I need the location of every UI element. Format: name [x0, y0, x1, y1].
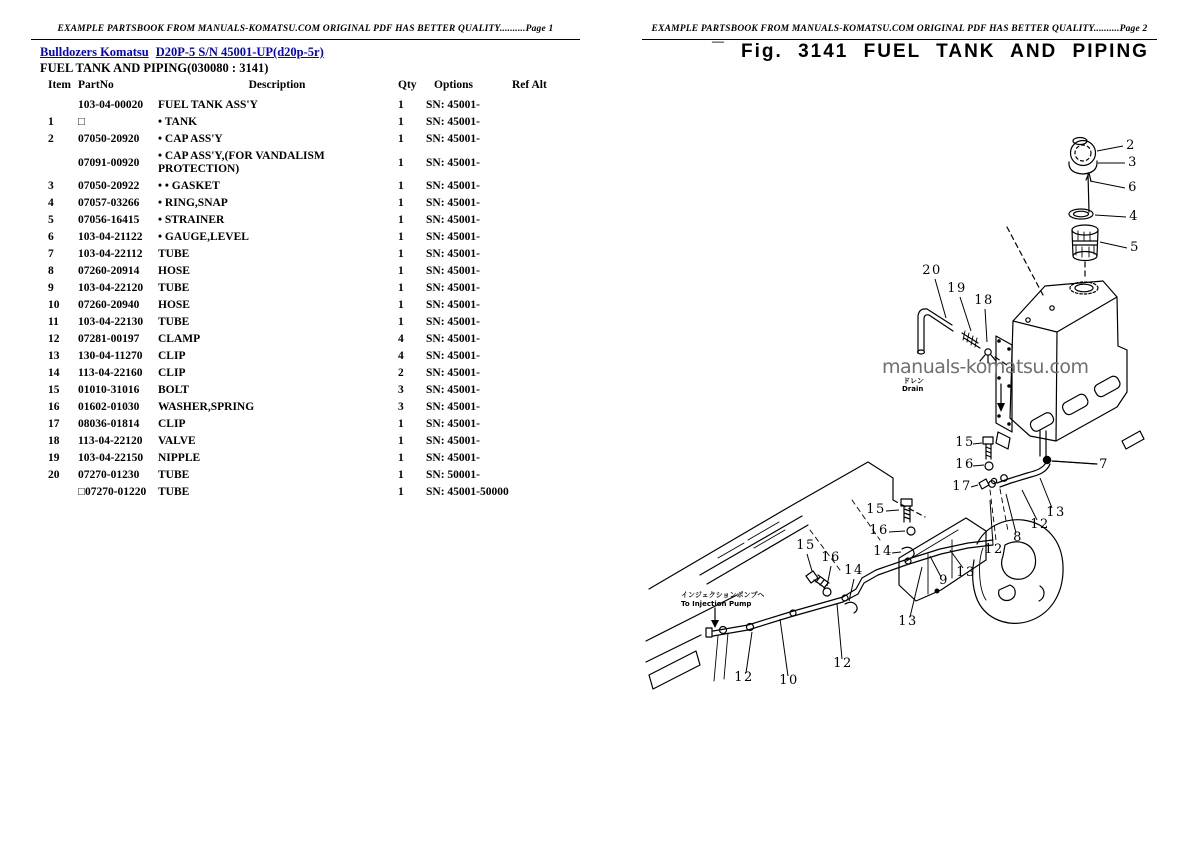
cell-options: SN: 45001- [426, 99, 480, 111]
cell-part: 01010-31016 [78, 384, 140, 396]
table-row [40, 365, 562, 382]
cell-item: 15 [48, 384, 60, 396]
leader-line [1097, 146, 1123, 151]
callout-16: 16 [869, 523, 889, 538]
leader-line [1022, 490, 1037, 520]
figure-title: Fig. 3141 FUEL TANK AND PIPING [741, 41, 1149, 62]
cell-options: SN: 45001- [426, 401, 480, 413]
drain-label-en: Drain [902, 385, 924, 393]
col-header-options: Options [434, 79, 473, 91]
cell-part: 07056-16415 [78, 214, 140, 226]
cell-item: 12 [48, 333, 60, 345]
cell-options: SN: 45001- [426, 384, 480, 396]
fuel-line-drawing [706, 384, 1097, 637]
cell-options: SN: 45001-50000 [426, 486, 509, 498]
cell-item [40, 104, 74, 108]
section-title: FUEL TANK AND PIPING(030080 : 3141) [40, 61, 269, 75]
cell-options: SN: 45001- [426, 116, 480, 128]
callout-15: 15 [866, 502, 886, 517]
cell-item: 19 [48, 452, 60, 464]
drain-label-jp: ドレン [903, 377, 924, 385]
cell-ref [504, 491, 562, 495]
leader-line [935, 279, 946, 318]
leader-line [1040, 478, 1052, 508]
cell-options: SN: 45001- [426, 265, 480, 277]
cell-qty: 1 [398, 486, 404, 498]
cell-qty: 1 [398, 99, 404, 111]
cell-part: 07281-00197 [78, 333, 140, 345]
cell-item: 20 [48, 469, 60, 481]
cell-desc: VALVE [158, 435, 196, 447]
leader-line [892, 552, 901, 553]
cell-ref [504, 440, 562, 444]
cell-ref [504, 304, 562, 308]
cell-options: SN: 45001- [426, 316, 480, 328]
table-row [40, 280, 562, 297]
leader-line [985, 309, 987, 342]
leader-line [1052, 461, 1096, 464]
cell-item: 1 [48, 116, 54, 128]
cell-ref [504, 104, 562, 108]
cell-part: 08036-01814 [78, 418, 140, 430]
cell-desc: BOLT [158, 384, 189, 396]
table-row [40, 450, 562, 467]
cell-part: □ [78, 116, 85, 128]
callout-2: 2 [1126, 138, 1136, 153]
page2-header-text: EXAMPLE PARTSBOOK FROM MANUALS-KOMATSU.COM ORIGINAL PDF HAS BETTER QUALITY..........Page 2 [651, 24, 1148, 34]
cell-qty: 1 [398, 282, 404, 294]
table-row [40, 178, 562, 195]
col-header-qty: Qty [398, 79, 417, 91]
cell-desc: • RING,SNAP [158, 197, 228, 209]
callout-layer [681, 138, 1140, 688]
page1-header-text: EXAMPLE PARTSBOOK FROM MANUALS-KOMATSU.COM ORIGINAL PDF HAS BETTER QUALITY..........Page 1 [57, 24, 554, 34]
table-row [40, 399, 562, 416]
leader-line [910, 567, 922, 617]
leader-line [746, 632, 752, 673]
parts-table [40, 77, 562, 501]
cell-options: SN: 45001- [426, 367, 480, 379]
callout-15: 15 [796, 538, 816, 553]
cell-desc: TUBE [158, 316, 190, 328]
cell-item [40, 491, 74, 495]
cell-ref [504, 138, 562, 142]
cell-ref [504, 423, 562, 427]
cell-desc: CLIP [158, 350, 186, 362]
injection-label-en: To Injection Pump [681, 600, 752, 608]
cell-ref [504, 185, 562, 189]
cell-item: 13 [48, 350, 60, 362]
table-row [40, 348, 562, 365]
cell-qty: 3 [398, 384, 404, 396]
cell-ref [504, 321, 562, 325]
cell-options: SN: 45001- [426, 299, 480, 311]
leader-line [960, 297, 971, 331]
cell-item: 16 [48, 401, 60, 413]
cell-ref [504, 372, 562, 376]
cell-options: SN: 45001- [426, 248, 480, 260]
cell-desc: TUBE [158, 282, 190, 294]
cell-desc: • CAP ASS'Y,(FOR VANDALISM PROTECTION) [158, 150, 325, 175]
callout-19: 19 [947, 281, 967, 296]
cell-part: 07270-01230 [78, 469, 140, 481]
leader-line [990, 500, 993, 545]
cell-options: SN: 45001- [426, 435, 480, 447]
table-row [40, 212, 562, 229]
table-row [40, 97, 562, 114]
table-row [40, 297, 562, 314]
cell-part: 103-04-22150 [78, 452, 144, 464]
callout-8: 8 [1013, 530, 1023, 545]
table-header-row [40, 77, 562, 94]
cell-options: SN: 50001- [426, 469, 480, 481]
callout-12: 12 [734, 670, 754, 685]
cell-ref [504, 474, 562, 478]
cell-qty: 4 [398, 333, 404, 345]
cell-ref [504, 457, 562, 461]
cell-item: 9 [48, 282, 54, 294]
cell-desc: • STRAINER [158, 214, 225, 226]
cell-item: 8 [48, 265, 54, 277]
callout-3: 3 [1128, 155, 1138, 170]
cell-part: □07270-01220 [78, 486, 147, 498]
leader-line [1090, 181, 1125, 188]
col-header-refalt: Ref Alt [512, 79, 547, 91]
injection-label-jp: インジェクションポンプへ [681, 591, 765, 599]
cell-ref [504, 236, 562, 240]
cell-ref [504, 389, 562, 393]
cell-desc: TUBE [158, 469, 190, 481]
cell-options: SN: 45001- [426, 156, 480, 169]
leader-line [971, 485, 978, 487]
leader-line [889, 531, 905, 532]
cell-desc: • CAP ASS'Y [158, 133, 223, 145]
cell-options: SN: 45001- [426, 333, 480, 345]
cell-qty: 1 [398, 197, 404, 209]
cell-item: 11 [48, 316, 59, 328]
cell-item: 4 [48, 197, 54, 209]
cell-options: SN: 45001- [426, 452, 480, 464]
fuel-tank-diagram [620, 55, 1190, 785]
cell-part: 07260-20940 [78, 299, 140, 311]
cell-ref [504, 338, 562, 342]
cell-qty: 1 [398, 265, 404, 277]
cell-part: 130-04-11270 [78, 350, 143, 362]
callout-16: 16 [821, 550, 841, 565]
cell-desc: • GAUGE,LEVEL [158, 231, 249, 243]
cell-item [40, 161, 74, 165]
cell-options: SN: 45001- [426, 231, 480, 243]
table-row [40, 131, 562, 148]
page1-header [31, 24, 580, 40]
fuel-tank-drawing [996, 227, 1144, 449]
callout-10: 10 [779, 673, 799, 688]
cell-qty: 1 [398, 418, 404, 430]
cell-part: 07050-20920 [78, 133, 140, 145]
table-row [40, 382, 562, 399]
table-row [40, 433, 562, 450]
callout-18: 18 [974, 293, 994, 308]
callout-5: 5 [1130, 240, 1140, 255]
breadcrumb-link-bulldozers[interactable]: Bulldozers Komatsu [40, 45, 149, 59]
callout-20: 20 [922, 263, 942, 278]
table-row [40, 263, 562, 280]
cell-ref [504, 219, 562, 223]
cell-item: 10 [48, 299, 60, 311]
callout-7: 7 [1099, 457, 1109, 472]
callout-13: 13 [898, 614, 918, 629]
table-row [40, 195, 562, 212]
col-header-item: Item [48, 79, 71, 91]
cell-part: 103-04-00020 [78, 99, 144, 111]
table-row [40, 467, 562, 484]
callout-12: 12 [984, 542, 1004, 557]
cell-desc: • • GASKET [158, 180, 220, 192]
cell-desc: CLIP [158, 418, 186, 430]
table-row [40, 331, 562, 348]
cell-part: 113-04-22120 [78, 435, 143, 447]
callout-14: 14 [873, 544, 893, 559]
cell-item: 14 [48, 367, 60, 379]
table-row [40, 484, 562, 501]
cell-desc: CLAMP [158, 333, 201, 345]
cell-desc: NIPPLE [158, 452, 201, 464]
cell-part: 07260-20914 [78, 265, 140, 277]
col-header-description: Description [248, 79, 306, 91]
cell-part: 103-04-22130 [78, 316, 144, 328]
callout-4: 4 [1129, 209, 1139, 224]
cell-item: 6 [48, 231, 54, 243]
leader-line [1095, 215, 1126, 217]
cell-item: 5 [48, 214, 54, 226]
cell-qty: 1 [398, 156, 404, 169]
breadcrumb-link-model[interactable]: D20P-5 S/N 45001-UP(d20p-5r) [155, 45, 324, 59]
cell-qty: 1 [398, 452, 404, 464]
cell-options: SN: 45001- [426, 197, 480, 209]
cell-qty: 3 [398, 401, 404, 413]
oil-pan-drawing [899, 518, 986, 601]
table-row [40, 229, 562, 246]
table-row [40, 148, 562, 178]
col-header-partno: PartNo [78, 79, 114, 91]
cell-part: 07050-20922 [78, 180, 140, 192]
cell-desc: TUBE [158, 486, 190, 498]
leader-line [1100, 242, 1127, 248]
cell-part: 01602-01030 [78, 401, 140, 413]
cell-qty: 1 [398, 180, 404, 192]
cell-part: 07091-00920 [78, 156, 140, 169]
cell-part: 103-04-22112 [78, 248, 143, 260]
cell-qty: 1 [398, 231, 404, 243]
watermark: manuals-komatsu.com [882, 356, 1089, 378]
cell-part: 07057-03266 [78, 197, 140, 209]
cell-options: SN: 45001- [426, 282, 480, 294]
cell-qty: 1 [398, 248, 404, 260]
table-row [40, 246, 562, 263]
cell-item: 7 [48, 248, 54, 260]
cell-desc: TUBE [158, 248, 190, 260]
cell-desc: • TANK [158, 116, 198, 128]
callout-16: 16 [955, 457, 975, 472]
cell-desc: HOSE [158, 265, 190, 277]
cell-qty: 4 [398, 350, 404, 362]
cell-item: 17 [48, 418, 60, 430]
cell-qty: 1 [398, 469, 404, 481]
callout-9: 9 [939, 573, 949, 588]
table-row [40, 416, 562, 433]
cell-qty: 1 [398, 316, 404, 328]
cell-item: 3 [48, 180, 54, 192]
callout-15: 15 [955, 435, 975, 450]
cell-part: 103-04-22120 [78, 282, 144, 294]
fuel-cap-assembly-drawing [1069, 138, 1098, 277]
leader-line [886, 510, 899, 511]
callout-13: 13 [1046, 505, 1066, 520]
callout-13: 13 [956, 565, 976, 580]
cell-qty: 1 [398, 133, 404, 145]
cell-qty: 1 [398, 116, 404, 128]
cell-item: 2 [48, 133, 54, 145]
cell-options: SN: 45001- [426, 350, 480, 362]
cell-qty: 1 [398, 214, 404, 226]
cell-options: SN: 45001- [426, 133, 480, 145]
page2-header-dash: — [712, 34, 724, 48]
cell-ref [504, 355, 562, 359]
breadcrumb [40, 45, 331, 60]
callout-14: 14 [844, 563, 864, 578]
cell-desc: WASHER,SPRING [158, 401, 255, 413]
cell-options: SN: 45001- [426, 214, 480, 226]
cell-ref [504, 270, 562, 274]
cell-qty: 1 [398, 435, 404, 447]
cell-ref [504, 406, 562, 410]
cell-part: 113-04-22160 [78, 367, 143, 379]
cell-qty: 1 [398, 299, 404, 311]
leader-line [837, 604, 842, 659]
cell-qty: 2 [398, 367, 404, 379]
table-body [40, 97, 562, 501]
cell-desc: HOSE [158, 299, 190, 311]
cell-desc: FUEL TANK ASS'Y [158, 99, 258, 111]
callout-6: 6 [1128, 180, 1138, 195]
cell-item: 18 [48, 435, 60, 447]
cell-ref [504, 161, 562, 165]
callout-12: 12 [833, 656, 853, 671]
callout-12: 12 [1030, 517, 1050, 532]
callout-17: 17 [952, 479, 972, 494]
cell-options: SN: 45001- [426, 180, 480, 192]
cell-ref [504, 202, 562, 206]
cell-desc: CLIP [158, 367, 186, 379]
cell-ref [504, 253, 562, 257]
cell-options: SN: 45001- [426, 418, 480, 430]
cell-ref [504, 287, 562, 291]
leader-line [780, 619, 788, 676]
cell-ref [504, 121, 562, 125]
leader-line [807, 554, 812, 571]
table-row [40, 114, 562, 131]
table-row [40, 314, 562, 331]
cell-part: 103-04-21122 [78, 231, 143, 243]
